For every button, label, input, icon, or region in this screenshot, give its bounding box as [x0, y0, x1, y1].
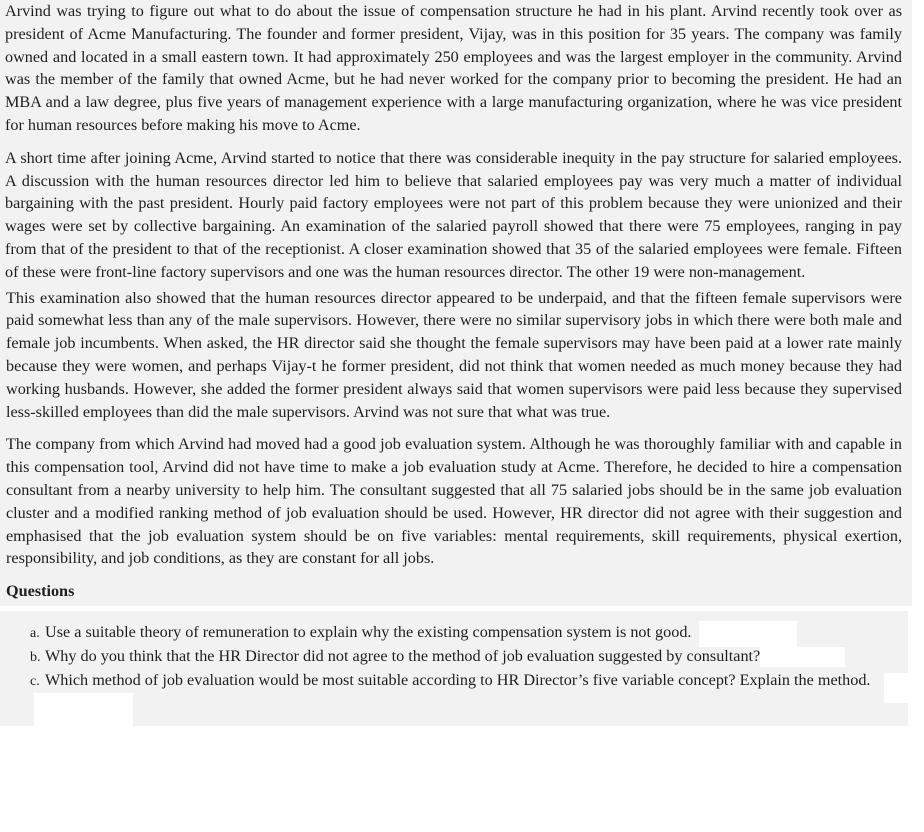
paragraph-1: Arvind was trying to figure out what to do about the issue of compensation structure he had in his plant. Arvind recently took over as president of Acme Manufacturing. The founder and former president, Vijay, was in this position for 35 years. The company was family owned and located in a small eastern town. It had approximately 250 employees and was the largest employer in the community. Arvind was the member of the family that owned Acme, but he had never worked for the company prior to becoming the president. He had an MBA and a law degree, plus five years of management experience with a large manufacturing organization, where he was vice president for human resources before making his move to Acme.	[5, 2, 902, 134]
paragraph-block-3	[0, 285, 912, 434]
paragraph-4: The company from which Arvind had moved had a good job evaluation system. Although he was thoroughly familiar with and capable in this compensation tool, Arvind did not have time to make a job evaluation study at Acme. Therefore, he decided to hire a compensation consultant from a nearby university to help him. The consultant suggested that all 75 salaried jobs should be in the same job evaluation cluster and a modified ranking method of job evaluation should be used. However, HR director did not agree with their suggestion and emphasised that the job evaluation system should be on five variables: mental requirements, skill requirements, physical exertion, responsibility, and job conditions, as they are constant for all jobs.	[6, 435, 902, 568]
questions-heading: Questions	[0, 580, 912, 606]
redaction-patch	[699, 621, 797, 647]
paragraph-3: This examination also showed that the human resources director appeared to be underpaid, and that the fifteen female supervisors were paid somewhat less than any of the male supervisors. However, there were no similar supervisory jobs in which there were both male and female job incumbents. When asked, the HR director said she thought the female supervisors may have been paid at a lower rate mainly because they were women, and perhaps Vijay-t he former president, did not think that women needed as much money because they had working husbands. However, she added the former president always said that women supervisors were paid less because they supervised less-skilled employees than did the male supervisors. Arvind was not sure that what was true.	[6, 288, 902, 421]
redaction-patch	[760, 647, 845, 667]
question-marker: b.	[30, 649, 41, 665]
paragraph-block-2	[0, 146, 912, 285]
question-text: Use a suitable theory of remuneration to explain why the existing compensation system is not good.	[45, 622, 692, 641]
redaction-patch	[884, 673, 908, 703]
paragraph-block-4	[0, 433, 912, 580]
question-marker: a.	[30, 625, 40, 641]
question-text: Which method of job evaluation would be most suitable according to HR Director’s five variable concept? Explain the method.	[45, 670, 871, 689]
questions-list-panel	[0, 611, 908, 726]
question-marker: c.	[30, 673, 40, 689]
question-text: Why do you think that the HR Director did not agree to the method of job evaluation suggested by consultant?	[45, 646, 761, 665]
paragraph-2: A short time after joining Acme, Arvind started to notice that there was considerable inequity in the pay structure for salaried employees. A discussion with the human resources director led him to believe that salaried employees pay was very much a matter of individual bargaining with the past president. Hourly paid factory employees were not part of this problem because they were unionized and their wages were set by collective bargaining. An examination of the salaried payroll showed that there were 75 employees, ranging in pay from that of the president to that of the receptionist. A closer examination showed that 35 of the salaried employees were female. Fifteen of these were front-line factory supervisors and one was the human resources director. The other 19 were non-management.	[5, 148, 902, 281]
paragraph-block-1	[0, 0, 912, 146]
redaction-patch	[34, 693, 133, 726]
question-item	[30, 669, 908, 693]
